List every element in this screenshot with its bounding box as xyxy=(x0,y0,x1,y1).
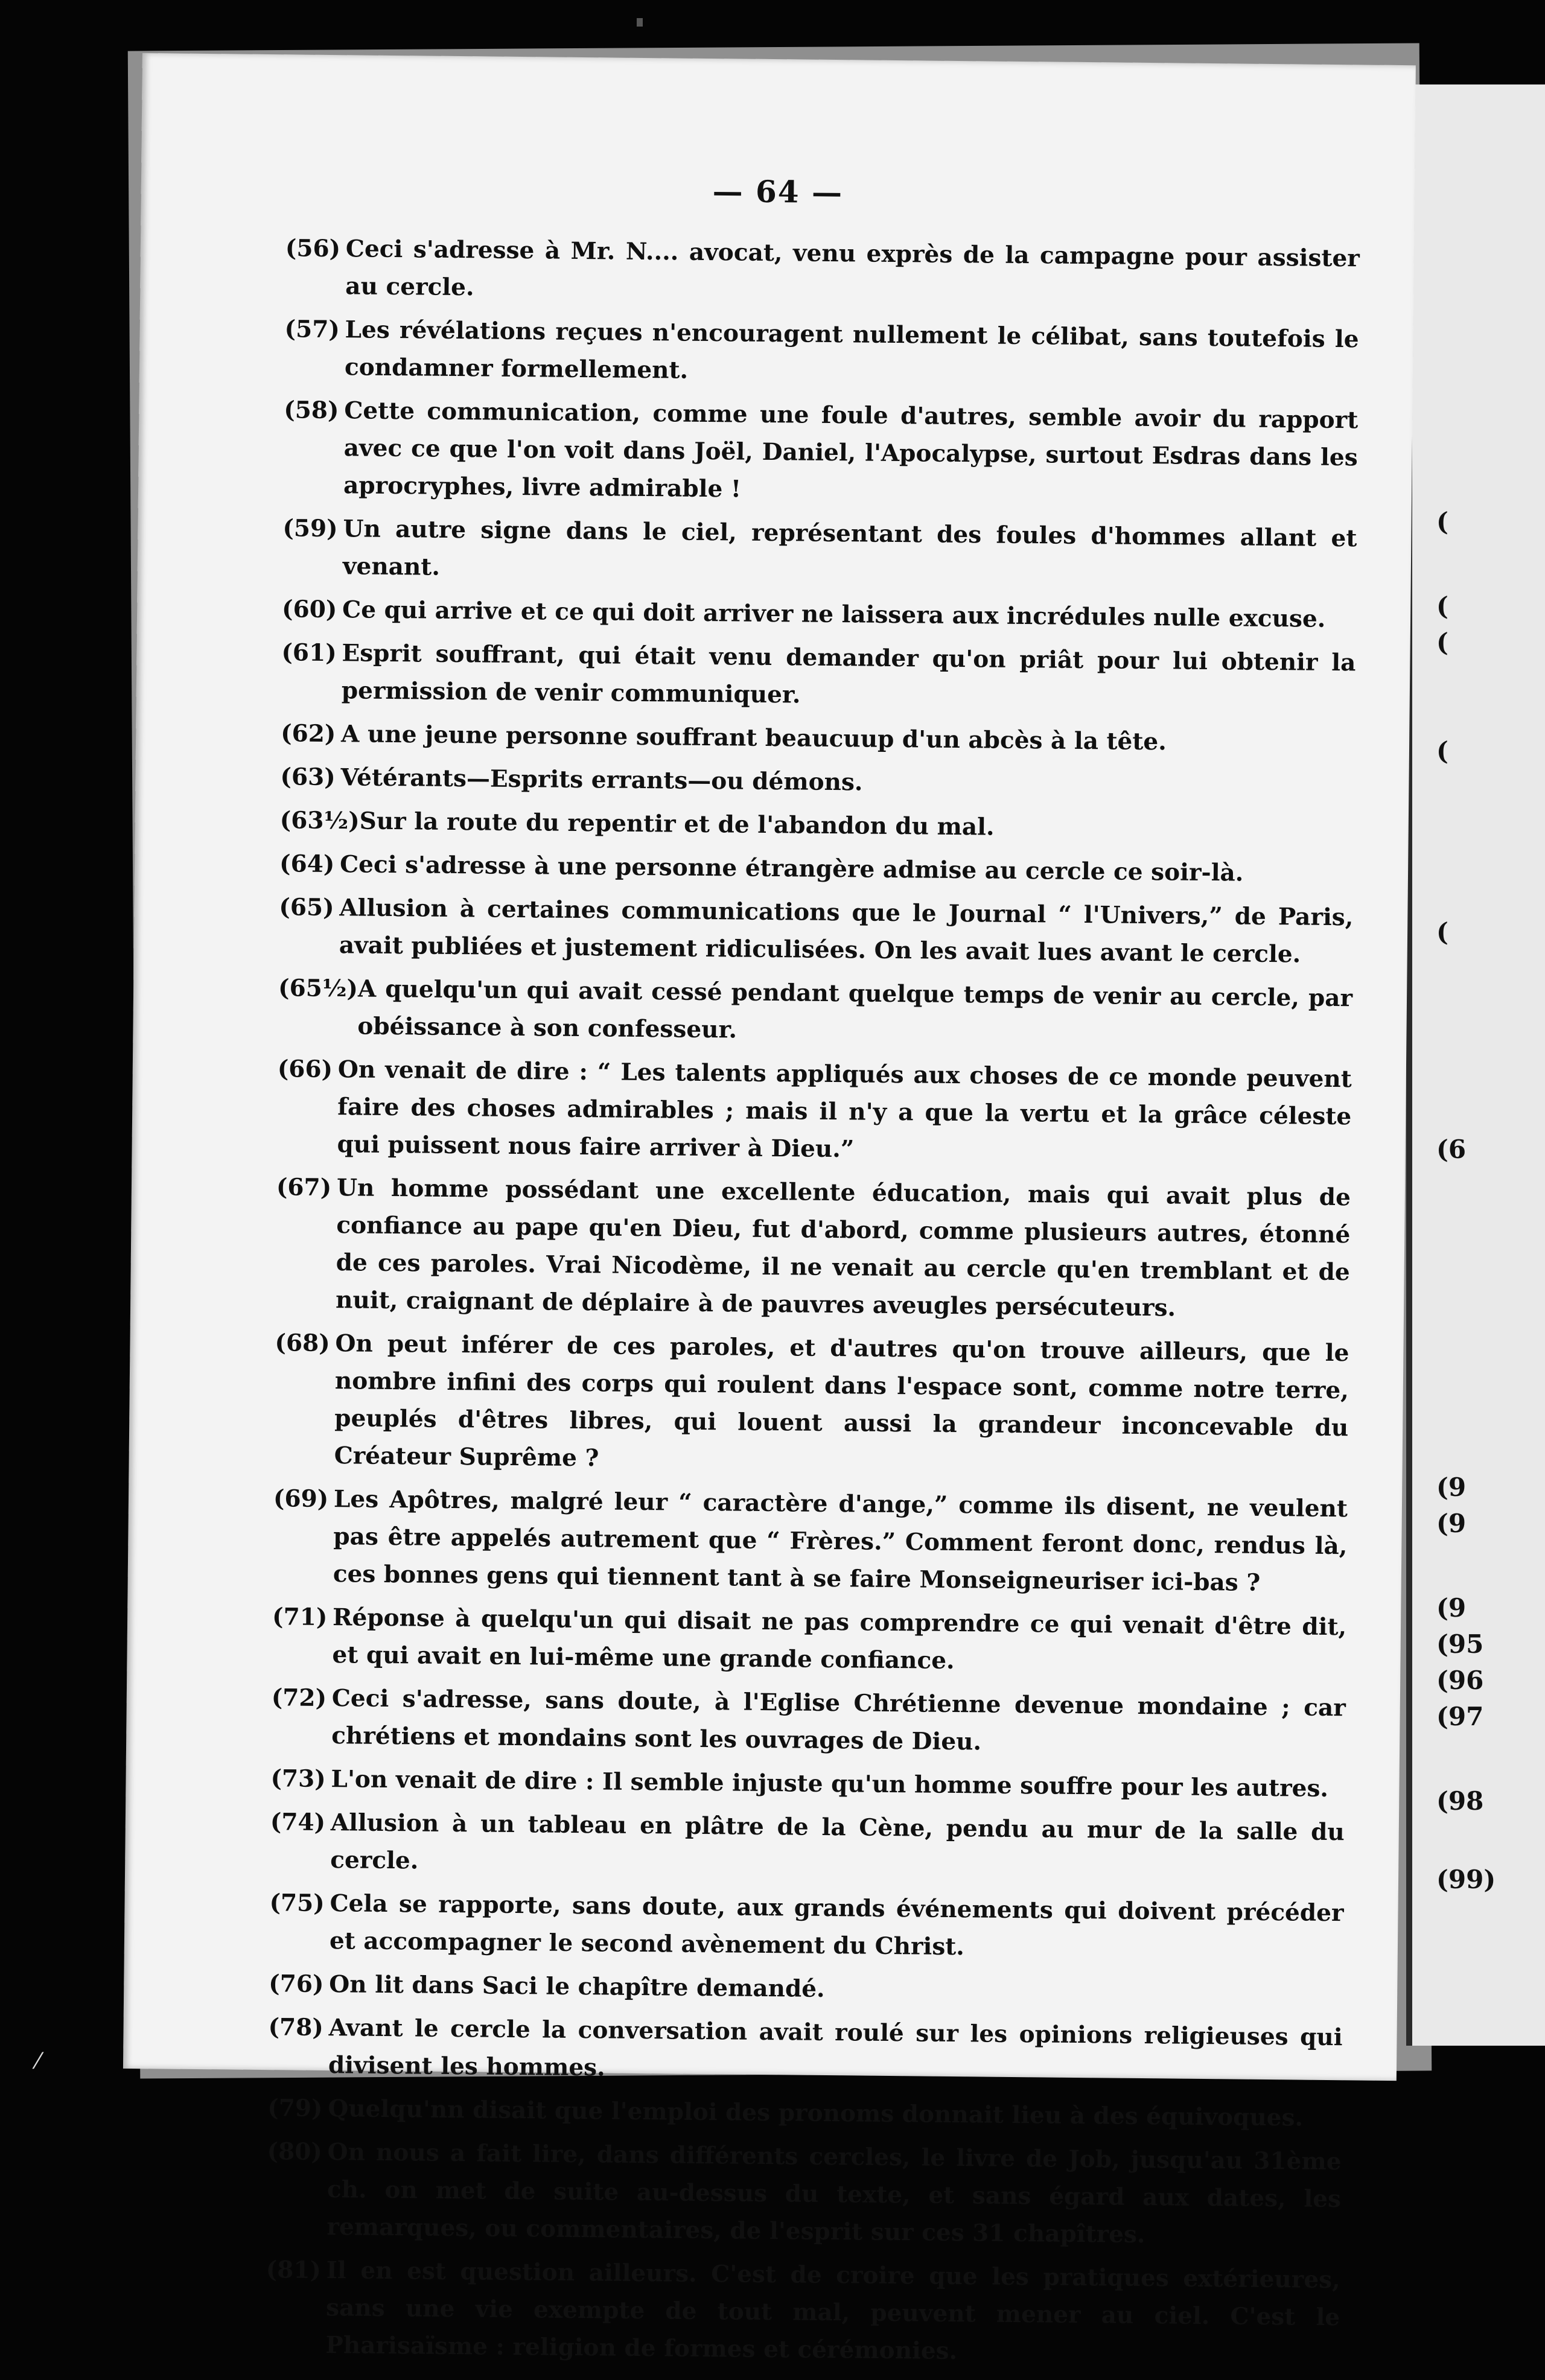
note-text: Ceci s'adresse, sans doute, à l'Eglise Chrétienne devenue mondaine ; car chrétiens et mondains sont les ouvrages de Dieu. xyxy=(331,1684,1346,1756)
note-number: (73) xyxy=(270,1764,326,1793)
note-item xyxy=(281,634,1356,719)
note-number: (62) xyxy=(280,719,336,748)
note-text: Ceci s'adresse à une personne étrangère admise au cercle ce soir-là. xyxy=(339,850,1244,887)
scan-speck xyxy=(637,18,643,27)
note-number: (63½) xyxy=(279,806,360,835)
note-text: Les révélations reçues n'encouragent nullement le célibat, sans toutefois le condamner formellement. xyxy=(344,316,1359,384)
note-text: Il en est question ailleurs. C'est de croire que les pratiques extérieures, sans une vie exempte de tout mal, peuvent mener au ciel. C'est le Pharisaïsme : religion de formes et cérémonies. xyxy=(325,2256,1340,2366)
note-item xyxy=(266,2133,1342,2255)
facing-page-fragment: (98 xyxy=(1436,1786,1484,1816)
notes-list xyxy=(265,229,1360,2379)
note-number: (64) xyxy=(279,850,335,879)
note-item xyxy=(270,1760,1345,1807)
note-item xyxy=(282,590,1357,638)
facing-page-fragment: (95 xyxy=(1436,1629,1484,1659)
note-text: Esprit souffrant, qui était venu demander qu'on priât pour lui obtenir la permission de venir communiquer. xyxy=(341,639,1356,709)
note-text: A quelqu'un qui avait cessé pendant quelque temps de venir au cercle, par obéissance à son confesseur. xyxy=(357,975,1353,1044)
note-text: L'on venait de dire : Il semble injuste qu'un homme souffre pour les autres. xyxy=(331,1765,1329,1802)
facing-page-fragment: ( xyxy=(1436,917,1448,947)
facing-page-fragment: (97 xyxy=(1436,1702,1484,1731)
document-page xyxy=(123,53,1416,2366)
note-text: Ce qui arrive et ce qui doit arriver ne laissera aux incrédules nulle excuse. xyxy=(342,596,1326,633)
note-number: (58) xyxy=(284,396,339,425)
note-text: On peut inférer de ces paroles, et d'autres qu'on trouve ailleurs, que le nombre infini des corps qui roulent dans l'espace sont, comme notre terre, peuplés d'êtres libres, qui louent aussi la grandeur inconcevable du Créateur Suprême ? xyxy=(334,1329,1349,1472)
note-item xyxy=(280,801,1355,849)
note-number: (65) xyxy=(279,893,334,922)
note-item xyxy=(273,1324,1349,1484)
note-number: (60) xyxy=(281,595,337,624)
note-number: (81) xyxy=(266,2256,322,2285)
note-number: (72) xyxy=(271,1684,327,1713)
note-item xyxy=(273,1480,1348,1602)
note-text: Allusion à certaines communications que le Journal “ l'Univers,” de Paris, avait publiées et justement ridiculisées. On les avait lues avant le cercle. xyxy=(339,894,1354,969)
note-text: Avant le cercle la conversation avait roulé sur les opinions religieuses qui divisent les hommes. xyxy=(328,2014,1343,2082)
note-item xyxy=(267,2089,1342,2137)
note-number: (74) xyxy=(270,1808,326,1837)
facing-page-fragment: (99) xyxy=(1436,1865,1496,1894)
note-item xyxy=(285,229,1360,314)
note-text: Allusion à un tableau en plâtre de la Cène, pendu au mur de la salle du cercle. xyxy=(330,1809,1345,1875)
facing-page-fragment: (9 xyxy=(1436,1472,1467,1502)
note-number: (75) xyxy=(269,1889,325,1918)
note-text: Quelqu'nn disait que l'emploi des pronoms donnait lieu à des équivoques. xyxy=(328,2095,1304,2132)
note-text: A une jeune personne souffrant beaucuup d'un abcès à la tête. xyxy=(340,720,1167,756)
note-number: (59) xyxy=(282,514,338,543)
note-item xyxy=(269,1965,1343,2012)
facing-page-fragments xyxy=(1436,84,1545,2046)
note-text: Les Apôtres, malgré leur “ caractère d'ange,” comme ils disent, ne veulent pas être appelés autrement que “ Frères.” Comment feront donc, rendus là, ces bonnes gens qui tiennent tant à se faire Monseigneuriser ici-bas ? xyxy=(333,1485,1348,1597)
note-item xyxy=(281,714,1355,762)
facing-page-fragment: (9 xyxy=(1436,1509,1467,1538)
note-item xyxy=(284,310,1359,395)
facing-page-fragment: ( xyxy=(1436,507,1448,536)
note-item xyxy=(278,969,1352,1054)
note-number: (65½) xyxy=(278,974,358,1003)
note-text: On nous a fait lire, dans différents cercles, le livre de Job, jusqu'au 31ème ch. on met de suite au-dessus du texte, et sans égard aux dates, les remarques, ou commentaires, de l'esprit sur ces 31 chapîtres. xyxy=(327,2138,1342,2249)
facing-page-fragment: (6 xyxy=(1436,1134,1467,1164)
page-number: — 64 — xyxy=(712,173,844,211)
note-text: Cela se rapporte, sans doute, aux grands événements qui doivent précéder et accompagner le second avènement du Christ. xyxy=(329,1889,1344,1961)
facing-page-fragment: ( xyxy=(1436,591,1448,621)
note-number: (67) xyxy=(276,1173,332,1202)
note-number: (71) xyxy=(272,1603,328,1632)
note-item xyxy=(279,888,1354,973)
facing-page-fragment: ( xyxy=(1436,628,1448,657)
note-item xyxy=(276,1050,1352,1172)
note-number: (61) xyxy=(281,638,337,667)
note-text: Un homme possédant une excellente éducation, mais qui avait plus de confiance au pape qu'en Dieu, fut d'abord, comme plusieurs autres, étonné de ces paroles. Vrai Nicodème, il ne venait au cercle qu'en tremblant et de nuit, craignant de déplaire à de pauvres aveugles persécuteurs. xyxy=(335,1174,1351,1322)
note-text: On lit dans Saci le chapître demandé. xyxy=(329,1970,825,2003)
note-number: (63) xyxy=(280,763,336,792)
note-text: Un autre signe dans le ciel, représentant des foules d'hommes allant et venant. xyxy=(342,515,1357,581)
note-text: Ceci s'adresse à Mr. N.... avocat, venu exprès de la campagne pour assister au cercle. xyxy=(345,235,1360,302)
note-number: (79) xyxy=(267,2094,323,2123)
note-item xyxy=(270,1803,1345,1888)
note-text: On venait de dire : “ Les talents appliqués aux choses de ce monde peuvent faire des choses admirables ; mais il n'y a que la vertu et la grâce céleste qui puissent nous faire arriver à Dieu.” xyxy=(337,1055,1352,1163)
note-item xyxy=(280,758,1355,806)
note-number: (57) xyxy=(284,315,340,344)
note-item xyxy=(269,1884,1344,1969)
note-item xyxy=(283,391,1359,514)
note-number: (68) xyxy=(275,1329,330,1358)
note-number: (80) xyxy=(267,2137,323,2166)
note-number: (69) xyxy=(273,1484,329,1513)
note-item xyxy=(268,2008,1343,2093)
note-number: (56) xyxy=(285,234,341,263)
note-item xyxy=(275,1168,1351,1328)
note-number: (66) xyxy=(277,1055,333,1084)
facing-page-fragment: (9 xyxy=(1436,1593,1467,1623)
note-number: (78) xyxy=(268,2013,324,2042)
note-item xyxy=(279,845,1354,892)
note-text: Sur la route du repentir et de l'abandon du mal. xyxy=(359,807,995,841)
facing-page xyxy=(1406,84,1545,2046)
note-item xyxy=(272,1598,1346,1683)
note-text: Réponse à quelqu'un qui disait ne pas comprendre ce qui venait d'être dit, et qui avait en lui-même une grande confiance. xyxy=(332,1603,1347,1675)
note-number: (76) xyxy=(269,1970,324,1999)
note-text: Cette communication, comme une foule d'autres, semble avoir du rapport avec ce que l'on voit dans Joël, Daniel, l'Apocalypse, surtout Esdras dans les aprocryphes, livre admirable ! xyxy=(343,396,1359,503)
note-item xyxy=(271,1679,1346,1764)
note-text: Vétérants—Esprits errants—ou démons. xyxy=(340,763,863,797)
facing-page-fragment: (96 xyxy=(1436,1666,1484,1695)
note-item xyxy=(282,509,1357,594)
note-item xyxy=(265,2251,1340,2373)
scan-scratch-mark: ⁄ xyxy=(36,2049,40,2074)
facing-page-fragment: ( xyxy=(1436,736,1448,766)
